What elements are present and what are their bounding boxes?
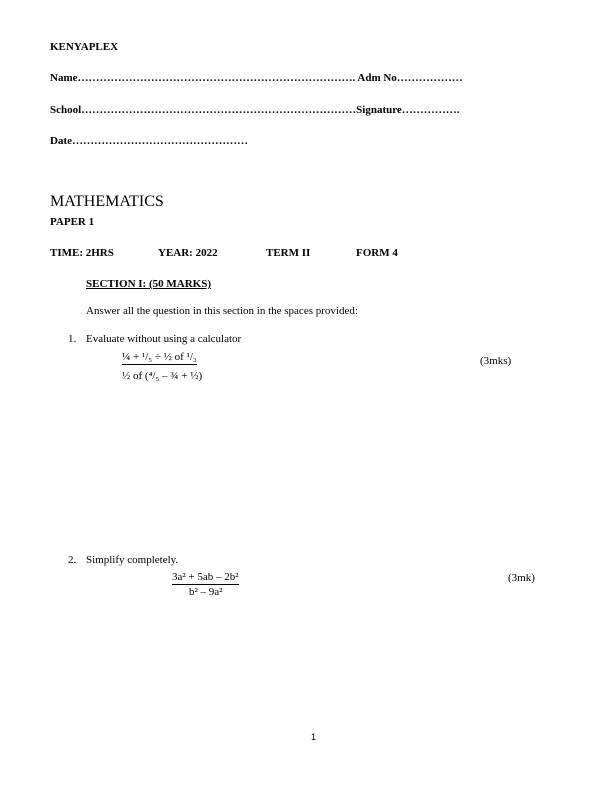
question-text: Evaluate without using a calculator: [86, 333, 242, 345]
form-label: FORM 4: [356, 247, 398, 259]
fraction-denominator: b² – 9a²: [189, 586, 223, 598]
date-field-line: Date…………………………………………: [50, 135, 248, 147]
page-number: 1: [311, 732, 317, 742]
fraction-denominator: ½ of (⁴/₅ – ¾ + ½): [122, 370, 203, 382]
fraction-numerator: ¼ + ¹/₅ ÷ ½ of ¹/₃: [122, 351, 197, 363]
subject-title: MATHEMATICS: [50, 193, 164, 210]
paper-label: PAPER 1: [50, 216, 95, 228]
section-title: SECTION I: (50 MARKS): [86, 278, 211, 290]
fraction-numerator: 3a² + 5ab – 2b²: [172, 571, 239, 583]
question-number: 1.: [68, 333, 77, 345]
term-label: TERM II: [266, 247, 311, 259]
section-instruction: Answer all the question in this section in the spaces provided:: [86, 305, 358, 317]
org-name: KENYAPLEX: [50, 41, 119, 53]
marks-label: (3mk): [508, 572, 535, 584]
time-label: TIME: 2HRS: [50, 247, 114, 259]
name-field-line: Name…………………………………………………………………. Adm No………………: [50, 72, 463, 84]
question-number: 2.: [68, 554, 77, 566]
year-label: YEAR: 2022: [158, 247, 218, 259]
question-text: Simplify completely.: [86, 554, 179, 566]
school-field-line: School…………………………………………………………………Signature…………….: [50, 104, 460, 116]
marks-label: (3mks): [480, 355, 512, 367]
